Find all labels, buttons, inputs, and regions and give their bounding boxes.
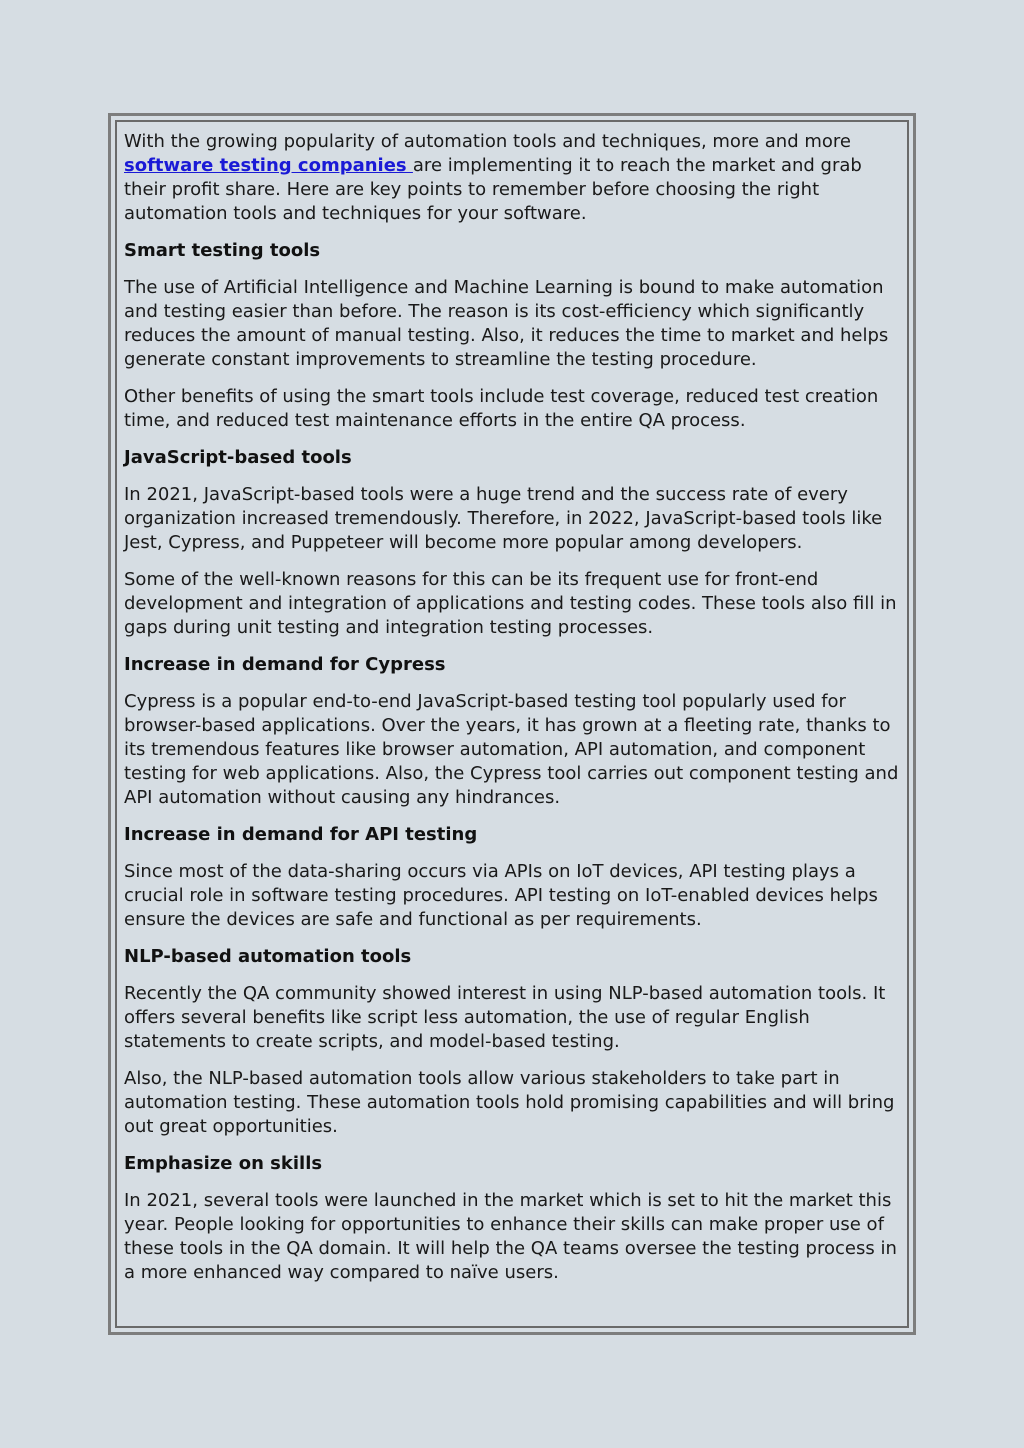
software-testing-companies-link[interactable]: software testing companies bbox=[124, 155, 413, 176]
intro-text-before-link: With the growing popularity of automation tools and techniques, more and more bbox=[124, 131, 851, 152]
article-content bbox=[124, 130, 899, 1285]
intro-text-after-link: are implementing it to reach the market and grab their profit share. Here are key points to remember before choosing the right automation tools and techniques for your software. bbox=[124, 155, 862, 224]
section-heading-emphasize-on-skills: Emphasize on skills bbox=[124, 1153, 323, 1174]
section-paragraph: In 2021, several tools were launched in the market which is set to hit the market this year. People looking for opportunities to enhance their skills can make proper use of these tools in the QA domain. It will help the QA teams oversee the testing process in a more enhanced way compared to naïve users. bbox=[124, 1190, 897, 1283]
intro-paragraph bbox=[124, 130, 899, 226]
section-paragraph: Some of the well-known reasons for this can be its frequent use for front-end development and integration of applications and testing codes. These tools also fill in gaps during unit testing and integration testing processes. bbox=[124, 569, 897, 638]
section-paragraph: Cypress is a popular end-to-end JavaScript-based testing tool popularly used for browser-based applications. Over the years, it has grown at a fleeting rate, thanks to its tremendous features like browser automation, API automation, and component testing for web applications. Also, the Cypress tool carries out component testing and API automation without causing any hindrances. bbox=[124, 691, 899, 808]
section-heading-smart-testing-tools: Smart testing tools bbox=[124, 240, 321, 261]
section-paragraph: In 2021, JavaScript-based tools were a huge trend and the success rate of every organization increased tremendously. Therefore, in 2022, JavaScript-based tools like Jest, Cypress, and Puppeteer will become more popular among developers. bbox=[124, 484, 883, 553]
section-paragraph: Also, the NLP-based automation tools allow various stakeholders to take part in automation testing. These automation tools hold promising capabilities and will bring out great opportunities. bbox=[124, 1068, 895, 1137]
section-paragraph: Recently the QA community showed interest in using NLP-based automation tools. It offers several benefits like script less automation, the use of regular English statements to create scripts, and model-based testing. bbox=[124, 983, 886, 1052]
section-paragraph: Since most of the data-sharing occurs via APIs on IoT devices, API testing plays a crucial role in software testing procedures. API testing on IoT-enabled devices helps ensure the devices are safe and functional as per requirements. bbox=[124, 861, 878, 930]
section-paragraph: The use of Artificial Intelligence and Machine Learning is bound to make automation and testing easier than before. The reason is its cost-efficiency which significantly reduces the amount of manual testing. Also, it reduces the time to market and helps generate constant improvements to streamline the testing procedure. bbox=[124, 277, 889, 370]
document-frame-outer bbox=[108, 113, 916, 1335]
section-heading-nlp-based-automation-tools: NLP-based automation tools bbox=[124, 946, 412, 967]
section-heading-cypress: Increase in demand for Cypress bbox=[124, 654, 446, 675]
section-heading-api-testing: Increase in demand for API testing bbox=[124, 824, 478, 845]
section-heading-javascript-based-tools: JavaScript-based tools bbox=[124, 447, 352, 468]
document-frame-inner bbox=[115, 120, 909, 1328]
section-paragraph: Other benefits of using the smart tools include test coverage, reduced test creation time, and reduced test maintenance efforts in the entire QA process. bbox=[124, 386, 879, 431]
